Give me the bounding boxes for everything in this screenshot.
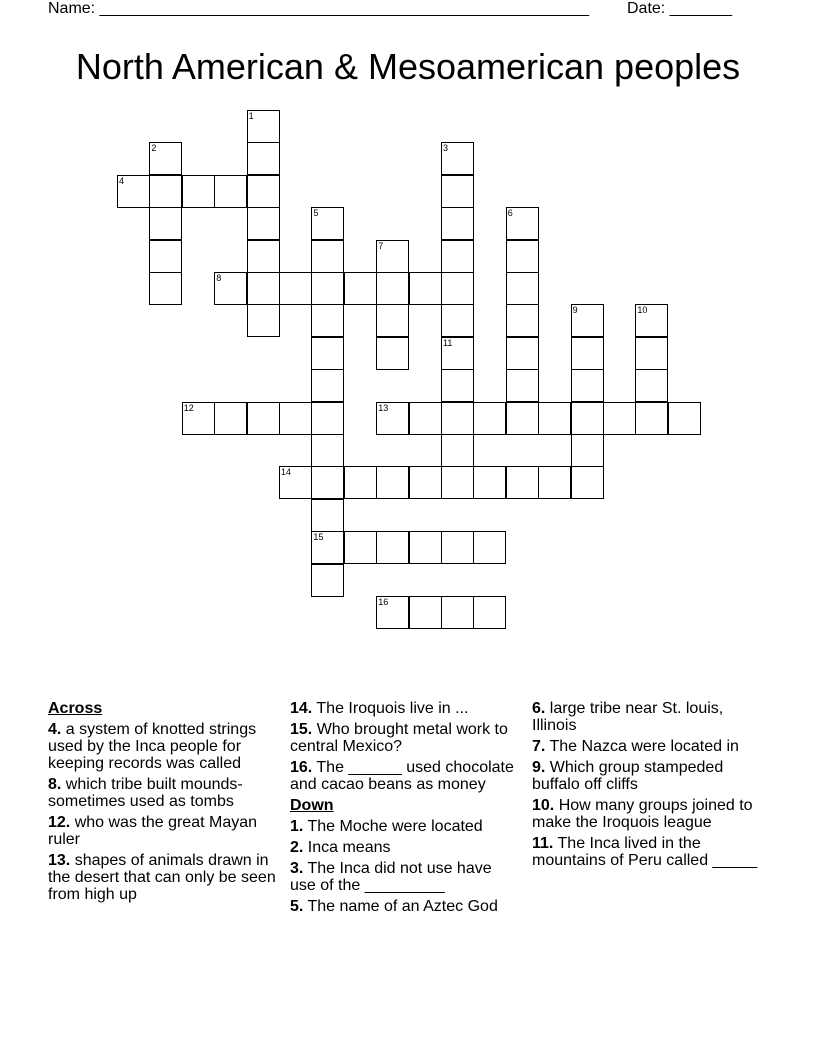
cell-number: 12 xyxy=(183,402,194,413)
clue-text: The Nazca were located in xyxy=(545,738,739,755)
crossword-cell[interactable] xyxy=(344,466,377,499)
crossword-cell[interactable] xyxy=(149,240,182,273)
clue-number: 11. xyxy=(532,835,554,852)
clue-text: a system of knotted strings used by the Inca people for keeping records was called xyxy=(48,721,257,772)
crossword-cell[interactable] xyxy=(311,304,344,337)
crossword-cell[interactable] xyxy=(571,304,604,337)
cell-number: 15 xyxy=(313,532,324,543)
crossword-cell[interactable] xyxy=(247,240,280,273)
cell-number: 3 xyxy=(443,143,449,154)
clue-text: The Inca did not use have use of the _________ xyxy=(290,860,492,894)
crossword-cell[interactable] xyxy=(441,272,474,305)
crossword-cell[interactable] xyxy=(571,369,604,402)
crossword-cell[interactable] xyxy=(506,369,539,402)
crossword-cell[interactable] xyxy=(506,402,539,435)
crossword-cell[interactable] xyxy=(473,596,506,629)
clue-number: 4. xyxy=(48,721,62,738)
crossword-cell[interactable] xyxy=(603,402,636,435)
crossword-cell[interactable] xyxy=(376,240,409,273)
name-field[interactable]: Name: _______________________________________________________ xyxy=(48,0,589,17)
cell-number: 4 xyxy=(119,175,125,186)
cell-number: 11 xyxy=(443,337,453,348)
crossword-cell[interactable] xyxy=(441,434,474,467)
crossword-cell[interactable] xyxy=(441,596,474,629)
crossword-cell[interactable] xyxy=(311,466,344,499)
clue-number: 7. xyxy=(532,738,546,755)
clue-down-7 xyxy=(532,738,758,755)
crossword-cell[interactable] xyxy=(279,466,312,499)
crossword-cell[interactable] xyxy=(376,596,409,629)
clue-text: The Inca lived in the mountains of Peru called _____ xyxy=(532,835,758,869)
crossword-cell[interactable] xyxy=(311,369,344,402)
crossword-cell[interactable] xyxy=(214,175,247,208)
clue-text: The Moche were located xyxy=(303,818,483,835)
crossword-cell[interactable] xyxy=(311,272,344,305)
crossword-cell[interactable] xyxy=(506,272,539,305)
clue-down-9 xyxy=(532,759,758,793)
clue-number: 8. xyxy=(48,776,62,793)
clue-text: The Iroquois live in ... xyxy=(312,700,469,717)
clue-number: 10. xyxy=(532,797,555,814)
clue-across-13 xyxy=(48,852,276,903)
cell-number: 8 xyxy=(216,273,222,283)
crossword-cell[interactable] xyxy=(441,207,474,240)
crossword-cell[interactable] xyxy=(473,531,506,564)
crossword-cell[interactable] xyxy=(506,207,539,240)
clue-column-1 xyxy=(48,700,276,907)
crossword-cell[interactable] xyxy=(311,531,344,564)
crossword-cell[interactable] xyxy=(247,110,280,143)
crossword-cell[interactable] xyxy=(344,272,377,305)
crossword-cell[interactable] xyxy=(311,207,344,240)
crossword-cell[interactable] xyxy=(247,142,280,175)
crossword-cell[interactable] xyxy=(441,142,474,175)
clue-number: 13. xyxy=(48,852,71,869)
cell-number: 5 xyxy=(313,208,319,219)
clue-across-15 xyxy=(290,721,516,755)
clue-number: 9. xyxy=(532,759,546,776)
crossword-cell[interactable] xyxy=(279,402,312,435)
crossword-cell[interactable] xyxy=(571,466,604,499)
page-title: North American & Mesoamerican peoples xyxy=(75,46,741,87)
crossword-cell[interactable] xyxy=(409,596,442,629)
clue-number: 14. xyxy=(290,700,313,717)
crossword-cell[interactable] xyxy=(214,402,247,435)
crossword-cell[interactable] xyxy=(311,564,344,597)
crossword-cell[interactable] xyxy=(311,434,344,467)
clue-across-4 xyxy=(48,721,276,772)
crossword-cell[interactable] xyxy=(409,531,442,564)
cell-number: 7 xyxy=(378,240,384,251)
crossword-cell[interactable] xyxy=(376,304,409,337)
clue-text: shapes of animals drawn in the desert that can only be seen from high up xyxy=(48,852,276,903)
clue-number: 3. xyxy=(290,860,304,877)
crossword-cell[interactable] xyxy=(311,337,344,370)
date-field[interactable]: Date: _______ xyxy=(627,0,732,17)
crossword-cell[interactable] xyxy=(149,175,182,208)
crossword-cell[interactable] xyxy=(441,402,474,435)
crossword-cell[interactable] xyxy=(311,240,344,273)
crossword-cell[interactable] xyxy=(441,466,474,499)
clue-text: who was the great Mayan ruler xyxy=(48,814,258,848)
crossword-cell[interactable] xyxy=(441,531,474,564)
clue-across-14 xyxy=(290,700,516,717)
clue-down-5 xyxy=(290,898,516,915)
crossword-cell[interactable] xyxy=(441,175,474,208)
clue-text: which tribe built mounds- sometimes used as tombs xyxy=(48,776,243,810)
crossword-cell[interactable] xyxy=(635,304,668,337)
crossword-cell[interactable] xyxy=(635,369,668,402)
crossword-cell[interactable] xyxy=(538,402,571,435)
clue-across-8 xyxy=(48,776,276,810)
clue-text: The ______ used chocolate and cacao beans as money xyxy=(290,759,514,793)
across-heading: Across xyxy=(48,700,103,717)
crossword-cell[interactable] xyxy=(376,337,409,370)
crossword-cell[interactable] xyxy=(441,337,474,370)
clue-down-2 xyxy=(290,839,516,856)
clue-number: 12. xyxy=(48,814,71,831)
crossword-cell[interactable] xyxy=(635,402,668,435)
crossword-cell[interactable] xyxy=(149,142,182,175)
crossword-cell[interactable] xyxy=(376,466,409,499)
clue-across-12 xyxy=(48,814,276,848)
cell-number: 6 xyxy=(507,208,513,219)
crossword-cell[interactable] xyxy=(182,402,215,435)
clue-number: 16. xyxy=(290,759,313,776)
clue-column-3 xyxy=(532,700,758,873)
cell-number: 16 xyxy=(378,597,389,607)
clue-text: The name of an Aztec God xyxy=(303,898,498,915)
cell-number: 9 xyxy=(572,305,578,316)
crossword-cell[interactable] xyxy=(506,240,539,273)
crossword-cell[interactable] xyxy=(344,531,377,564)
cell-number: 2 xyxy=(151,143,157,154)
crossword-cell[interactable] xyxy=(247,175,280,208)
cell-number: 13 xyxy=(378,402,389,413)
crossword-cell[interactable] xyxy=(409,402,442,435)
crossword-cell[interactable] xyxy=(571,337,604,370)
cell-number: 14 xyxy=(281,467,292,478)
crossword-cell[interactable] xyxy=(376,402,409,435)
crossword-cell[interactable] xyxy=(376,531,409,564)
clue-number: 2. xyxy=(290,839,304,856)
crossword-cell[interactable] xyxy=(214,272,247,305)
crossword-cell[interactable] xyxy=(247,304,280,337)
clue-down-6 xyxy=(532,700,758,734)
crossword-cell[interactable] xyxy=(635,337,668,370)
crossword-cell[interactable] xyxy=(506,466,539,499)
crossword-cell[interactable] xyxy=(571,434,604,467)
crossword-cell[interactable] xyxy=(441,240,474,273)
crossword-cell[interactable] xyxy=(247,207,280,240)
crossword-cell[interactable] xyxy=(473,466,506,499)
crossword-cell[interactable] xyxy=(538,466,571,499)
down-heading: Down xyxy=(290,797,334,814)
clue-number: 1. xyxy=(290,818,304,835)
crossword-cell[interactable] xyxy=(311,499,344,532)
clue-text: Which group stampeded buffalo off cliffs xyxy=(532,759,724,793)
clue-text: Inca means xyxy=(303,839,391,856)
clue-down-11 xyxy=(532,835,758,869)
crossword-cell[interactable] xyxy=(506,337,539,370)
clue-text: How many groups joined to make the Iroquois league xyxy=(532,797,753,831)
crossword-cell[interactable] xyxy=(247,272,280,305)
crossword-cell[interactable] xyxy=(441,369,474,402)
crossword-cell[interactable] xyxy=(506,304,539,337)
clue-text: large tribe near St. louis, Illinois xyxy=(532,700,724,734)
crossword-cell[interactable] xyxy=(247,402,280,435)
crossword-cell[interactable] xyxy=(117,175,150,208)
clue-down-3 xyxy=(290,860,516,894)
crossword-cell[interactable] xyxy=(473,402,506,435)
crossword-cell[interactable] xyxy=(279,272,312,305)
clue-down-10 xyxy=(532,797,758,831)
clue-down-1 xyxy=(290,818,516,835)
crossword-cell[interactable] xyxy=(149,272,182,305)
clue-column-2 xyxy=(290,700,516,919)
cell-number: 1 xyxy=(248,111,254,121)
crossword-cell[interactable] xyxy=(668,402,701,435)
cell-number: 10 xyxy=(637,305,648,316)
clue-number: 6. xyxy=(532,700,546,717)
clue-across-16 xyxy=(290,759,516,793)
crossword-cell[interactable] xyxy=(409,466,442,499)
clue-text: Who brought metal work to central Mexico? xyxy=(290,721,508,755)
crossword-cell[interactable] xyxy=(571,402,604,435)
crossword-cell[interactable] xyxy=(441,304,474,337)
clue-number: 15. xyxy=(290,721,313,738)
clue-number: 5. xyxy=(290,898,304,915)
crossword-cell[interactable] xyxy=(149,207,182,240)
crossword-cell[interactable] xyxy=(409,272,442,305)
crossword-cell[interactable] xyxy=(182,175,215,208)
crossword-cell[interactable] xyxy=(376,272,409,305)
crossword-cell[interactable] xyxy=(311,402,344,435)
